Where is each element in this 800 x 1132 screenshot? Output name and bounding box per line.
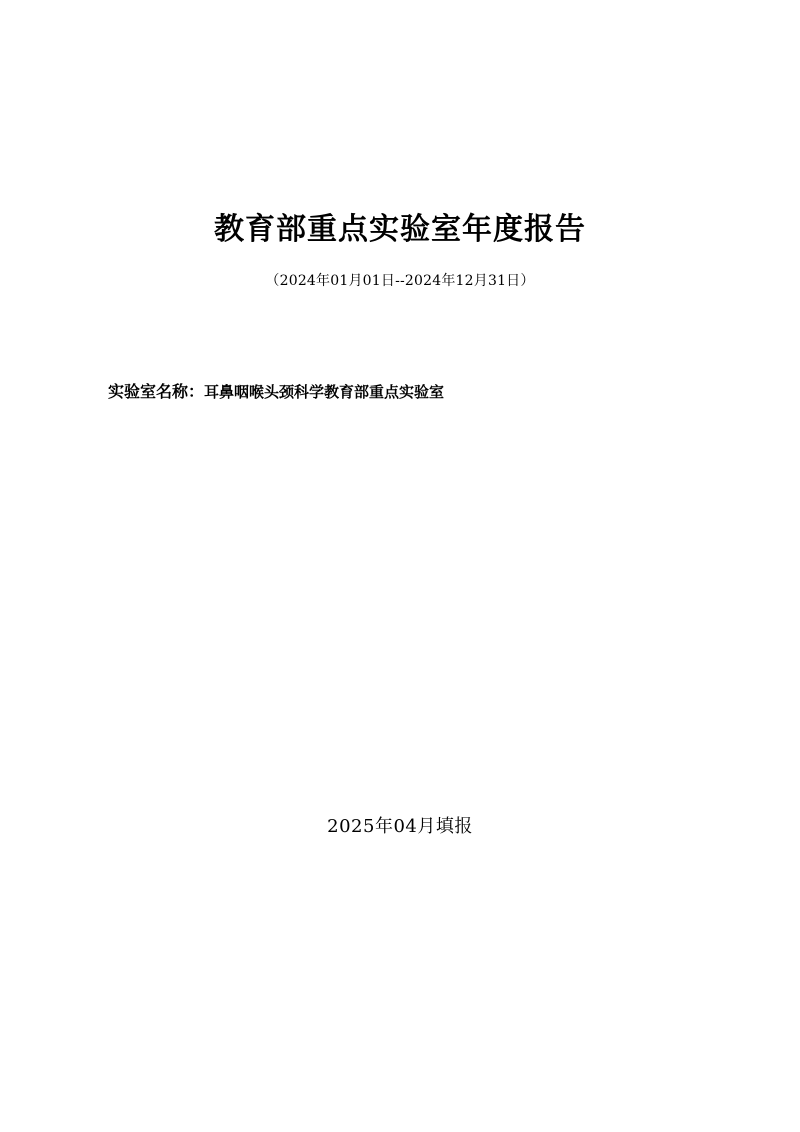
report-period: （2024年01月01日--2024年12月31日） <box>265 273 535 289</box>
submission-date: 2025年04月填报 <box>327 816 473 837</box>
lab-name-line <box>108 380 728 404</box>
document-title: 教育部重点实验室年度报告 <box>214 212 586 247</box>
lab-name-value: 耳鼻咽喉头颈科学教育部重点实验室 <box>204 383 445 401</box>
lab-name-label: 实验室名称： <box>108 382 205 401</box>
